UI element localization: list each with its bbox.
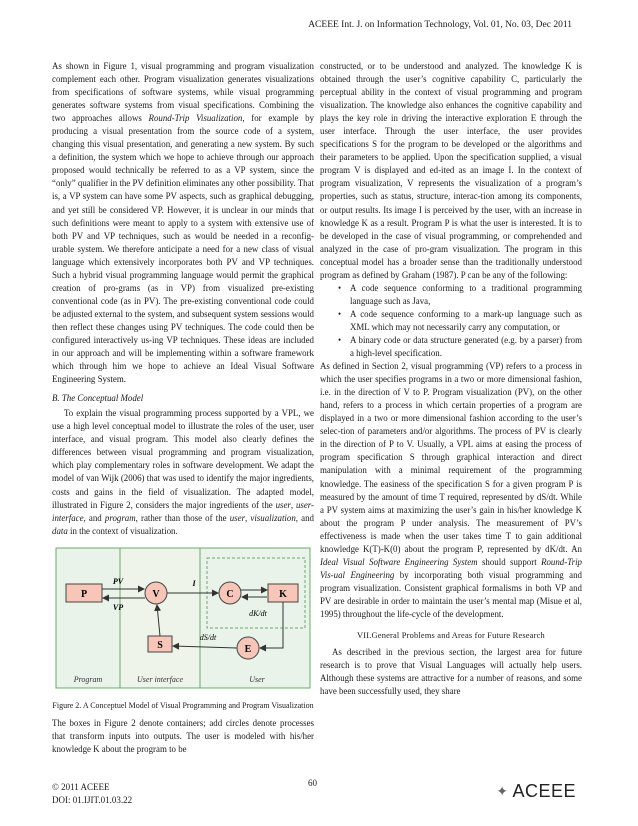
page-number: 60 [308,778,317,788]
list-item: • A code sequence conforming to a traditional programming language such as Java, [350,282,582,308]
user-label: User [249,674,265,684]
figure-2-diagram [52,544,314,696]
copyright: © 2011 ACEEE [52,782,110,792]
program-label: Program [73,674,103,684]
c-label: C [226,588,234,600]
paragraph: constructed, or to be understood and analyzed. The knowledge K is obtained through the user’s cognitive capability C, particularly the perceptual ability in the context of visual programming and program visualization. The knowledge also enhances the cognitive capability and plays the key role in driving the interactive exploration E through the user interface. Through the user interface, the user provides specifications S for the program to be developed or the algorithms and their parameters to be applied. Upon the specification supplied, a visual program V is displayed and ed-ited as an image I. In the context of program visualization, V represents the visualization of a program’s properties, such as status, structure, interac-tion among its components, or output results. Its image I is perceived by the user, with an increase in knowledge K as a result. Program P is what the user is interested. It is to be developed in the case of visual programming, or comprehended and analyzed in the case of pro-gram visualization. The program in this conceptual model has a broader sense than the traditionally understood program as defined by Graham (1987). P can be any of the following: [320,61,582,280]
subsection-heading: B. The Conceptual Model [52,393,144,404]
logo-star-icon: ✦ [496,783,509,799]
paragraph: As described in the previous section, the largest area for future research is to prove that Visual Languages will actually help users. Although these systems are attractive for a number of reasons, and some have been successfully used, they share [320,647,582,697]
right-column [320,60,582,698]
footer-info [52,781,132,807]
list-item: • A code sequence conforming to a mark-up language such as XML which may not necessarily carry any computation, or [350,308,582,334]
dkdt-label: dK/dt [249,608,267,618]
s-label: S [157,639,163,651]
pv-label: PV [112,576,124,586]
conceptual-model-diagram [52,544,314,696]
dsdt-label: dS/dt [199,632,217,642]
bullet-list [320,282,582,360]
list-item: • A binary code or data structure generated (e.g. by a parser) from a high-level specification. [350,334,582,360]
p-label: P [80,588,88,600]
v-label: V [152,588,160,600]
aceee-logo [496,781,576,802]
figure-caption: Figure 2. A Conceptuel Model of Visual Programming and Program Visualization [52,700,314,710]
i-label: I [192,578,196,588]
k-label: K [279,588,287,600]
section-heading: VII.General Problems and Areas for Future Research [357,631,545,641]
user-interface-label: User interface [137,674,183,684]
logo-text: ACEEE [512,781,576,801]
user-region [200,548,310,688]
paragraph: As shown in Figure 1, visual programming and program visualization complement each other. Program visualization generates visualizations from specifications of software systems, while visual programming generates software systems from visual specifications. Combining the two approaches allows Round-Trip Visualization, for example by producing a visual presentation from the source code of a system, changing this visual presentation, and generating a new system. By such a definition, the system which we hope to achieve through our approach proposed would technically be referred to as a VP system, since the “only” qualifier in the PV definition eliminates any other possibility. That is, a VP system can have some PV aspects, such as graphical debugging, and yet still be considered VP. However, it is unclear in our minds that such definitions were meant to apply to a system with extensive use of both PV and VP techniques, such as would be needed in a reconfig-urable system. We therefore anticipate a need for a new class of visual language which extensively incorporates both PV and VP techniques. Such a hybrid visual programming language would permit the graphical creation of pro-grams (as in VP) from visualized pre-existing conventional code (as in PV). The pre-existing conventional code could be adjusted external to the system, and subsequent system sessions would then reflect these changes using PV techniques. The code could then be configured interactively us-ing VP techniques. These ideas are included in our approach and will be implementing within a software framework which through him we hope to achieve an Ideal Visual Software Engineering System. [52,61,314,385]
e-label: E [244,643,252,655]
program-region [56,548,120,688]
left-column [52,60,314,756]
user-interface-region [120,548,200,688]
paragraph: To explain the visual programming process supported by a VPL, we use a high level conceptual model to illustrate the roles of the user, user interface, and visual program. This model also clearly defines the differences between visual programming and program visualization, which play complementary roles in software development. We adapt the model of van Wijk (2006) that was used to identify the major ingredients, costs and gains in the field of visualization. The adapted model, illustrated in Figure 2, considers the major ingredients of the user, user-interface, and program, rather than those of the user, visualization, and data in the context of visualization. [52,408,314,536]
journal-header: ACEEE Int. J. on Information Technology, Vol. 01, No. 03, Dec 2011 [308,20,572,30]
paragraph: As defined in Section 2, visual programming (VP) refers to a process in which the user specifies programs in a two or more dimensional fashion, i.e. in the direction of V to P. Program visualization (PV), on the other hand, refers to a process in which certain properties of a program are displayed in a two or more dimensional fashion according to the user’s selec-tion of parameters and/or algorithms. The process of PV is clearly in the direction of P to V. Usually, a VPL aims at easing the process of program specification S through graphical interaction and direct manipulation with a minimal requirement of the programming knowledge. The easiness of the specification S for a given program P is measured by the amount of time T required, represented by dS/dt. While a PV system aims at maximizing the user’s gain in his/her knowledge K about the program P under analysis. The measurement of PV’s effectiveness is made when the user takes time T to gain additional knowledge K(T)-K(0) about the program P, represented by dK/dt. An Ideal Visual Software Engineering System should support Round-Trip Vis-ual Engineering by incorporating both visual programming and program visualization. Consistent graphical formalisms in both VP and PV are desirable in order to maintain the user’s mental map (Misue et al, 1995) throughout the life-cycle of the development. [320,361,582,619]
paragraph: The boxes in Figure 2 denote containers; add circles denote processes that transform inputs into outputs. The user is modeled with his/her knowledge K about the program to be [52,717,314,754]
doi: DOI: 01.IJIT.01.03.22 [52,795,133,805]
vp-label: VP [112,602,124,612]
